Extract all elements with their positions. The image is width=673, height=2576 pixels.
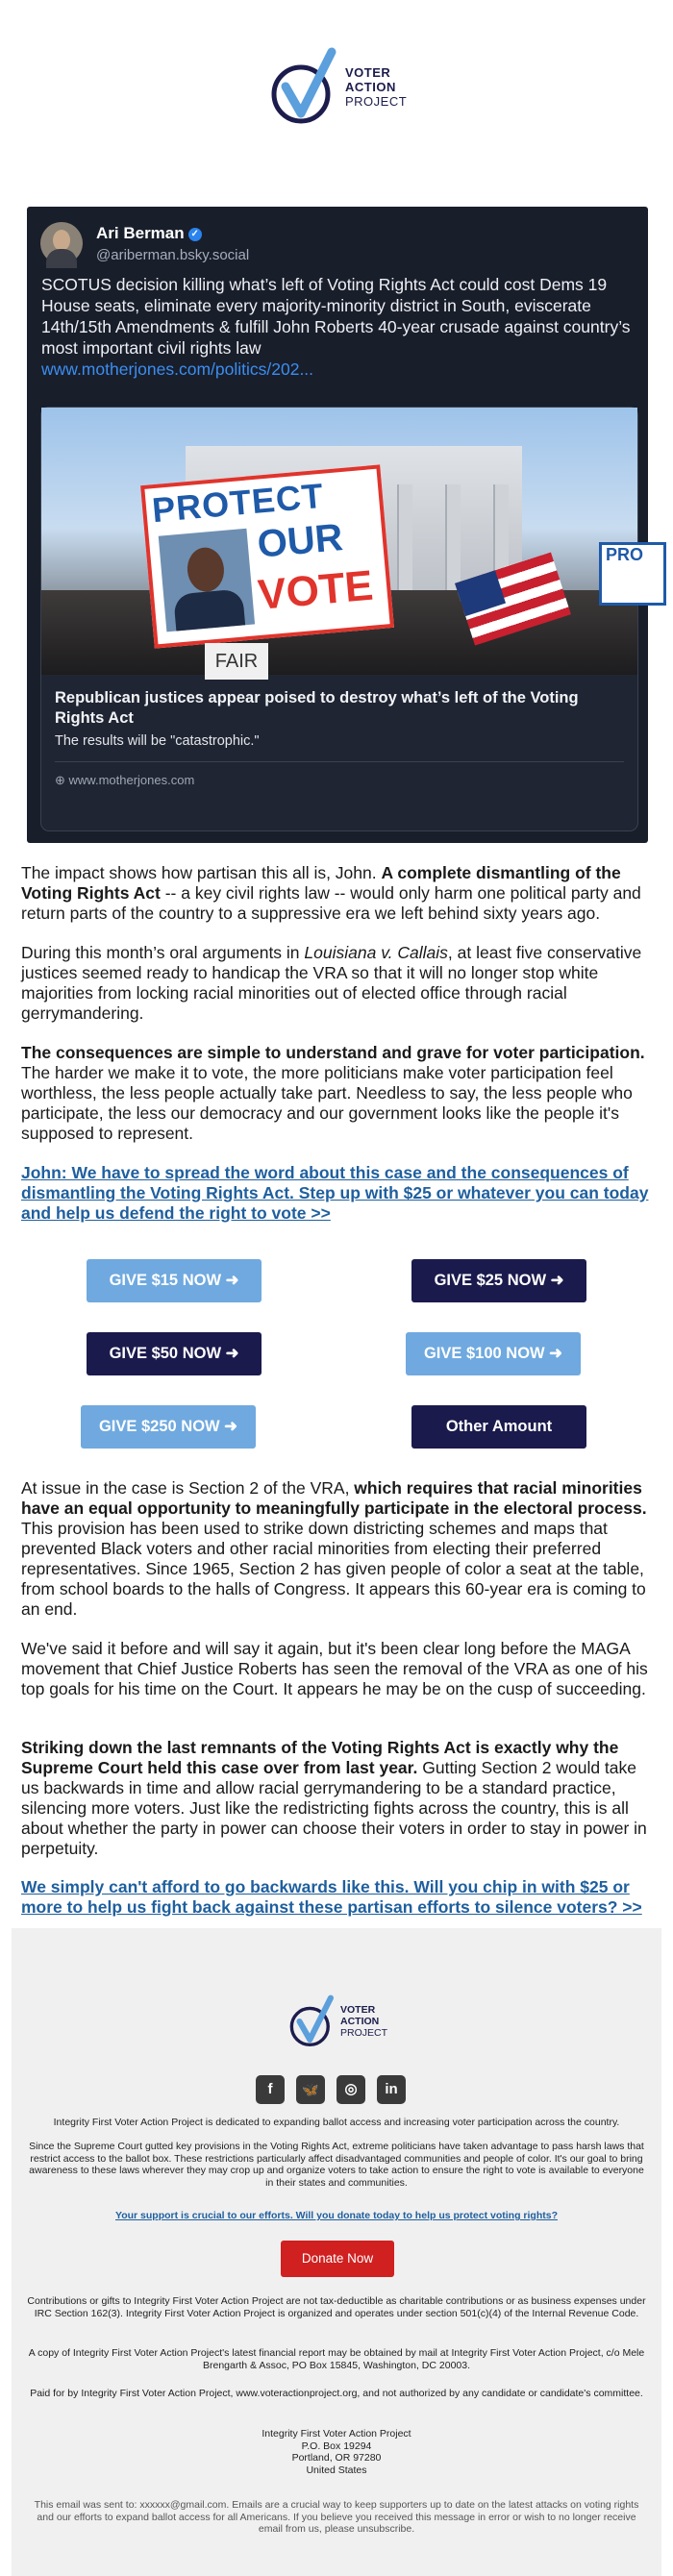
footer-checkmark-logo-icon xyxy=(290,1994,335,2049)
p3-bold: The consequences are simple to understand and grave for voter participation. xyxy=(21,1043,645,1062)
post-body: SCOTUS decision killing what’s left of Voting Rights Act could cost Dems 19 House seats, eliminate every majority-minority district in South, eviscerate 14th/15th Amendments & fulfill John Roberts 40-year crusade against country’s most important civil rights law xyxy=(41,275,631,358)
paragraph-4 xyxy=(21,1478,652,1620)
p6-text: Gutting Section 2 would take us backwards in time and allow racial gerrymandering to be a standard practice, silencing more voters. Just like the redistricting fights across the country, this is all about whether the party in power can choose their voters in order to stay in power in perpetuity. xyxy=(21,1758,647,1858)
instagram-icon[interactable]: ◎ xyxy=(336,2075,365,2104)
card-domain-text: www.motherjones.com xyxy=(68,773,195,787)
footer-tax-disclaimer: Contributions or gifts to Integrity First Voter Action Project are not tax-deductible as charitable contributions or as business expenses under IRC Section 162(3). Integrity First Voter Action Project is organized and operates under section 501(c)(4) of the Internal Revenue Code. xyxy=(27,2295,646,2319)
give-15-button[interactable]: GIVE $15 NOW ➜ xyxy=(87,1259,262,1302)
address-line-3: Portland, OR 97280 xyxy=(291,2452,382,2464)
address-line-1: Integrity First Voter Action Project xyxy=(262,2428,411,2440)
footer-paid-for: Paid for by Integrity First Voter Action Project, www.voteractionproject.org, and not authorized by any candidate or candidate's committee. xyxy=(30,2388,643,2399)
give-50-button[interactable]: GIVE $50 NOW ➜ xyxy=(87,1332,262,1375)
p6-bold: Striking down the last remnants of the Voting Rights Act is exactly why the Supreme Court held this case over from last year. xyxy=(21,1738,619,1777)
header xyxy=(0,0,673,183)
address-line-4: United States xyxy=(306,2464,367,2476)
paragraph-5 xyxy=(21,1639,652,1699)
paragraph-6 xyxy=(21,1738,652,1859)
globe-icon: ⊕ xyxy=(55,773,69,787)
footer-about: Since the Supreme Court gutted key provisions in the Voting Rights Act, extreme politicians have taken advantage to pass harsh laws that restrict access to the ballot box. These restrictions particularly affect disadvantaged communities and people of color. It's our goal to bring awareness to these laws wherever they may crop up and organize voters to take action to ensure the right to vote is available to everyone in their states and communities. xyxy=(29,2141,644,2189)
footer-mission: Integrity First Voter Action Project is dedicated to expanding ballot access and increasing voter participation across the country. xyxy=(53,2117,620,2128)
footer-logo-text xyxy=(340,2004,387,2039)
paragraph-3 xyxy=(21,1043,652,1144)
protest-sign xyxy=(140,464,394,648)
cta-1 xyxy=(21,1163,652,1224)
sign-text-our: OUR xyxy=(255,516,345,566)
give-250-button[interactable]: GIVE $250 NOW ➜ xyxy=(81,1405,256,1449)
p2-text-a: During this month’s oral arguments in xyxy=(21,943,305,962)
card-title: Republican justices appear poised to destroy what’s left of the Voting Rights Act xyxy=(55,689,579,727)
p2-text-c: , at least five conservative justices seemed ready to handicap the VRA so that it will no longer stop white majorities from locking racial minorities out of elected office through racial gerrymandering. xyxy=(21,943,642,1023)
address-line-2: P.O. Box 19294 xyxy=(301,2440,372,2452)
cta-2 xyxy=(21,1877,652,1918)
give-25-button[interactable]: GIVE $25 NOW ➜ xyxy=(411,1259,586,1302)
p1-text-a: The impact shows how partisan this all is, John. xyxy=(21,863,382,882)
footer-logo-line-2: ACTION xyxy=(340,2016,380,2027)
bluesky-icon[interactable]: 🦋 xyxy=(296,2075,325,2104)
voter-action-logo[interactable] xyxy=(272,46,407,127)
p5-text: We've said it before and will say it again, but it's been clear long before the MAGA movement that Chief Justice Roberts has seen the removal of the VRA as one of his top goals for his time on the Court. It appears he may be on the cusp of succeeding. xyxy=(21,1639,648,1698)
p4-text-c: This provision has been used to strike down districting schemes and maps that prevented Black voters and other racial minorities from electing their preferred representatives. Since 1965, Section 2 has given people of color a seat at the table, from school boards to the halls of Congress. It appears this 60-year era is coming to an end. xyxy=(21,1519,646,1619)
p3-text: The harder we make it to vote, the more politicians make voter participation feel worthless, the less people actually take part. Needless to say, the less people who participate, the less our democracy and our government looks like the people it's supposed to represent. xyxy=(21,1063,633,1143)
cta-link-2[interactable]: We simply can't afford to go backwards like this. Will you chip in with $25 or more to help us fight back against these partisan efforts to silence voters? >> xyxy=(21,1877,642,1917)
p1-text-c: -- a key civil rights law -- would only harm one political party and return parts of the country to a suppressive era we left behind sixty years ago. xyxy=(21,883,641,923)
logo-line-2: ACTION xyxy=(345,79,396,94)
embedded-social-post[interactable] xyxy=(27,207,648,843)
p2-case-name: Louisiana v. Callais xyxy=(304,943,448,962)
p4-text-a: At issue in the case is Section 2 of the VRA, xyxy=(21,1478,355,1498)
sign-text-vote: VOTE xyxy=(256,561,375,619)
cta-link-1[interactable]: John: We have to spread the word about this case and the consequences of dismantling the Voting Rights Act. Step up with $25 or whatever you can today and help us defend the right to vote >> xyxy=(21,1163,649,1223)
footer-support-link[interactable]: Your support is crucial to our efforts. Will you donate today to help us protect voting rights? xyxy=(115,2210,558,2221)
footer-logo-line-1: VOTER xyxy=(340,2004,376,2016)
verified-check-icon: ✓ xyxy=(188,228,202,241)
card-description: The results will be "catastrophic." xyxy=(55,733,260,749)
fair-sign: FAIR xyxy=(205,643,268,680)
link-preview-card[interactable] xyxy=(40,407,644,831)
footer xyxy=(12,1928,661,2576)
logo-line-1: VOTER xyxy=(345,64,391,80)
post-link[interactable]: www.motherjones.com/politics/202... xyxy=(41,359,314,379)
post-author-name: Ari Berman xyxy=(96,224,185,242)
other-amount-button[interactable]: Other Amount xyxy=(411,1405,586,1449)
logo-text xyxy=(345,65,407,109)
post-text xyxy=(41,274,634,380)
donate-now-button[interactable]: Donate Now xyxy=(281,2241,394,2277)
footer-financial-report: A copy of Integrity First Voter Action Project's latest financial report may be obtained by mail at Integrity First Voter Action Project, c/o Mele Brengarth & Assoc, PO Box 15845, Washington, DC 20003. xyxy=(28,2347,645,2371)
protest-photo xyxy=(41,408,644,675)
facebook-icon[interactable]: f xyxy=(256,2075,285,2104)
card-domain xyxy=(55,773,194,788)
checkmark-logo-icon xyxy=(272,46,337,127)
logo-line-3: PROJECT xyxy=(345,93,408,109)
paragraph-1 xyxy=(21,863,652,924)
pro-sign: PRO xyxy=(599,542,666,606)
avatar xyxy=(40,222,83,264)
sign-portrait xyxy=(159,529,255,632)
footer-unsubscribe[interactable]: This email was sent to: xxxxxx@gmail.com. Emails are a crucial way to keep supporters up to date on the latest attacks on voting rights and our efforts to expand ballot access for all Americans. If you believe you received this message in error or wish to no longer receive email from us, please unsubscribe. xyxy=(34,2499,639,2535)
p1-bold: A complete dismantling of the Voting Rights Act xyxy=(21,863,621,903)
p4-bold: which requires that racial minorities have an equal opportunity to meaningfully participate in the electoral process. xyxy=(21,1478,647,1518)
give-100-button[interactable]: GIVE $100 NOW ➜ xyxy=(406,1332,581,1375)
post-handle: @ariberman.bsky.social xyxy=(96,247,250,263)
linkedin-icon[interactable]: in xyxy=(377,2075,406,2104)
sign-text-protect: PROTECT xyxy=(150,475,326,531)
footer-logo-line-3: PROJECT xyxy=(340,2027,388,2039)
footer-address xyxy=(25,2428,648,2476)
footer-logo[interactable] xyxy=(290,1994,387,2049)
paragraph-2 xyxy=(21,943,652,1024)
card-divider xyxy=(55,761,624,762)
post-author xyxy=(96,224,202,243)
